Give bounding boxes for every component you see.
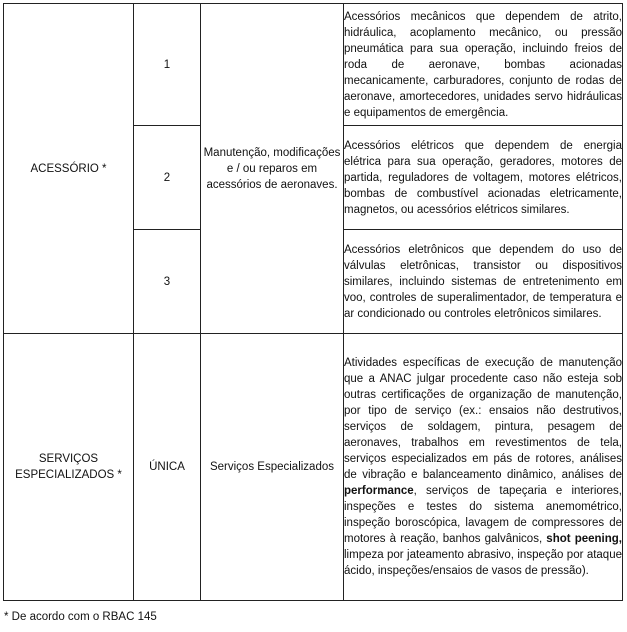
function-cell: Serviços Especializados [201,334,344,601]
bold-term: shot peening, [546,533,622,545]
bold-term: performance [344,485,414,497]
class-number-cell: ÚNICA [134,334,201,601]
description-cell: Acessórios mecânicos que dependem de atrito, hidráulica, acoplamento mecânico, ou pressão pneumática para sua operação, incluindo freios de roda de aeronave, bombas acionadas mecanicamente, carburadores, conjunto de rodas de aeronave, amortecedores, unidades servo hidráulicas e equipamentos de emergência. [344,4,623,126]
description-text: Atividades específicas de execução de manutenção que a ANAC julgar procedente caso não esteja sob outras certificações de organização de manutenção, por tipo de serviço (ex.: ensaios não destrutivos, serviços de soldagem, pintura, pesagem de aeronaves, trabalhos em revestimentos de tela, serviços especializados em pás de rotores, análises de vibração e balanceamento dinâmico, análises de performance, serviços de tapeçaria e interiores, inspeções e testes do sistema anemométrico, inspeção boroscópica, lavagem de compressores de motores à reação, banhos galvânicos, shot peening, limpeza por jateamento abrasivo, inspeção por ataque ácido, inspeções/ensaios de vasos de pressão). [344,357,622,577]
category-cell: ACESSÓRIO * [4,4,134,334]
category-cell: SERVIÇOS ESPECIALIZADOS * [4,334,134,601]
function-cell: Manutenção, modificações e / ou reparos em acessórios de aeronaves. [201,4,344,334]
class-number-cell: 2 [134,126,201,230]
description-cell [344,334,623,601]
table-row [4,4,623,126]
footnote: * De acordo com o RBAC 145 [4,611,157,623]
rbac-classification-table [3,3,623,601]
description-cell: Acessórios elétricos que dependem de energia elétrica para sua operação, geradores, motores de partida, reguladores de voltagem, motores elétricos, bombas de combustível acionadas eletricamente, magnetos, ou acessórios elétricos similares. [344,126,623,230]
class-number-cell: 1 [134,4,201,126]
table-row [4,334,623,601]
class-number-cell: 3 [134,230,201,334]
description-cell: Acessórios eletrônicos que dependem do uso de válvulas eletrônicas, transistor ou dispositivos similares, incluindo sistemas de entretenimento em voo, controles de superalimentador, de temperatura e ar condicionado ou controles eletrônicos similares. [344,230,623,334]
